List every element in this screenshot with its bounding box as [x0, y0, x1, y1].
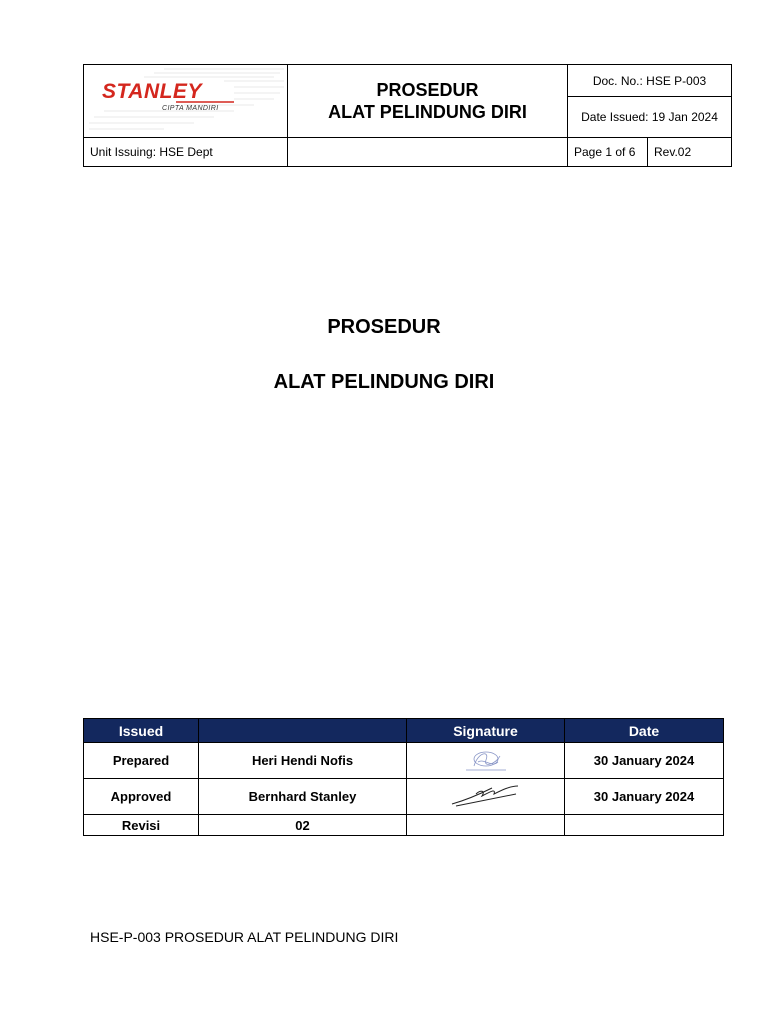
row-role: Approved	[84, 779, 199, 815]
logo-tagline: CIPTA MANDIRI	[162, 105, 219, 112]
signature-approved	[407, 779, 565, 815]
row-name: Bernhard Stanley	[199, 779, 407, 815]
header-title-cell	[288, 65, 568, 138]
col-name	[199, 719, 407, 743]
col-issued: Issued	[84, 719, 199, 743]
col-date: Date	[565, 719, 724, 743]
row-name: 02	[199, 815, 407, 836]
table-row	[84, 779, 724, 815]
header-empty-cell	[288, 138, 568, 167]
signature-scribble-prepared	[456, 744, 516, 774]
main-title-line1: PROSEDUR	[327, 316, 441, 338]
doc-no: Doc. No.: HSE P-003	[568, 65, 732, 97]
row-date: 30 January 2024	[565, 743, 724, 779]
footer-text: HSE-P-003 PROSEDUR ALAT PELINDUNG DIRI	[90, 929, 399, 945]
row-date	[565, 815, 724, 836]
row-role: Revisi	[84, 815, 199, 836]
row-name: Heri Hendi Nofis	[199, 743, 407, 779]
main-title-line2: ALAT PELINDUNG DIRI	[273, 371, 495, 393]
header-title-line1: PROSEDUR	[376, 80, 479, 100]
logo-cell	[84, 65, 288, 138]
signature-scribble-approved	[446, 780, 526, 810]
row-date: 30 January 2024	[565, 779, 724, 815]
signature-prepared	[407, 743, 565, 779]
stanley-logo	[84, 65, 287, 137]
unit-issuing: Unit Issuing: HSE Dept	[84, 138, 288, 167]
table-row	[84, 743, 724, 779]
date-issued: Date Issued: 19 Jan 2024	[568, 97, 732, 138]
document-header-table	[83, 64, 732, 167]
col-signature: Signature	[407, 719, 565, 743]
approval-header-row	[84, 719, 724, 743]
revision-number: Rev.02	[648, 138, 732, 167]
logo-brand-text: STANLEY	[102, 80, 202, 103]
page-number: Page 1 of 6	[568, 138, 648, 167]
signature-empty	[407, 815, 565, 836]
row-role: Prepared	[84, 743, 199, 779]
approval-table	[83, 718, 724, 836]
table-row	[84, 815, 724, 836]
header-title-line2: ALAT PELINDUNG DIRI	[328, 102, 527, 122]
